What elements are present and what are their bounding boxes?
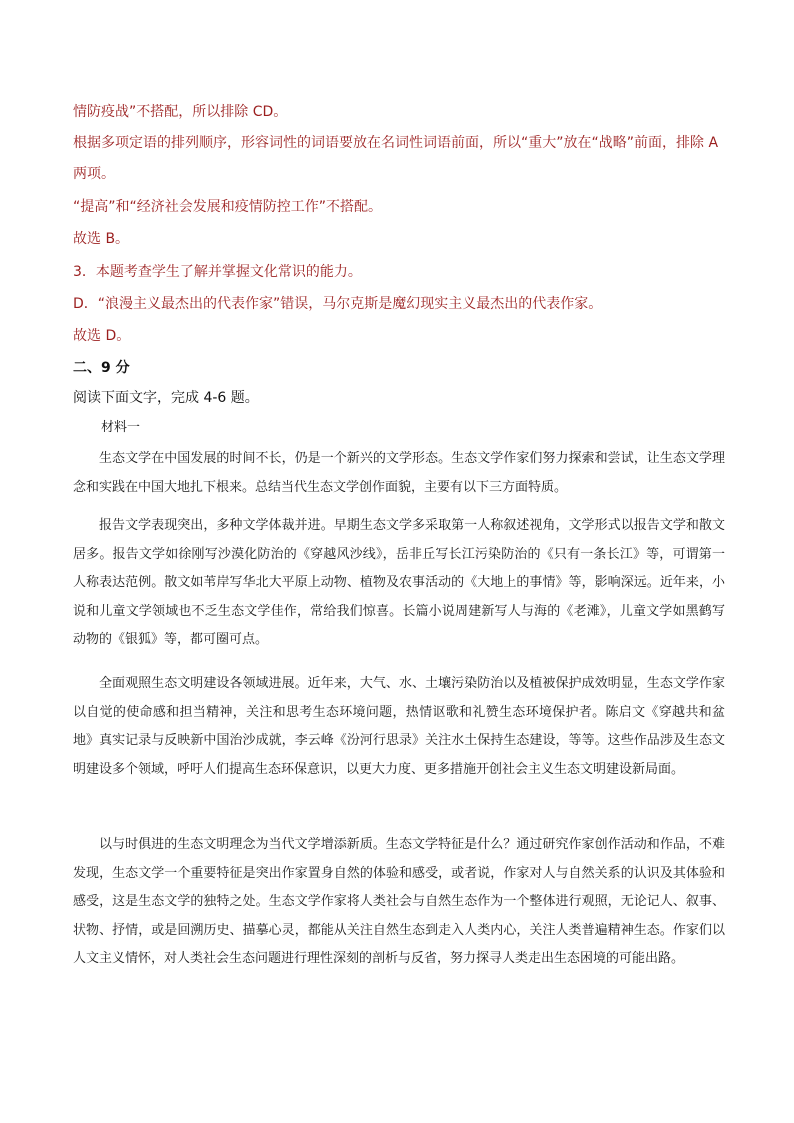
paragraph-4: 以与时俱进的生态文明理念为当代文学增添新质。生态文学特征是什么？通过研究作家创作活动和作品，不难发现，生态文学一个重要特征是突出作家置身自然的体验和感受，或者说，作家对人与自然关系的认识及其体验和感受，这是生态文学的独特之处。生态文学作家将人类社会与自然生态作为一个整体进行观照，无论记人、叙事、状物、抒情，或是回溯历史、描摹心灵，都能从关注自然生态到走入人类内心，关注人类普遍精神生态。作家们以人文主义情怀，对人类社会生态问题进行理性深刻的剖析与反省，努力探寻人类走出生态困境的可能出路。 — [73, 837, 725, 966]
reading-instruction: 阅读下面文字，完成 4-6 题。 — [73, 390, 259, 406]
material-title: 材料一 — [101, 420, 141, 435]
paragraph-3: 全面观照生态文明建设各领域进展。近年来，大气、水、土壤污染防治以及植被保护成效明显，生态文学作家以自觉的使命感和担当精神，关注和思考生态环境问题，热情讴歌和礼赞生态环境保护者。陈启文《穿越共和盆地》真实记录与反映新中国治沙成就，李云峰《汾河行思录》关注水土保持生态建设，等等。这些作品涉及生态文明建设多个领域，呼吁人们提高生态环保意识，以更大力度、更多措施开创社会主义生态文明建设新局面。 — [73, 676, 725, 777]
answer-line-5: 故选 B。 — [73, 231, 130, 247]
answer-line-1: 情防疫战”不搭配，所以排除 CD。 — [73, 104, 288, 120]
answer-line-7: D．“浪漫主义最杰出的代表作家”错误，马尔克斯是魔幻现实主义最杰出的代表作家。 — [73, 296, 603, 312]
answer-line-8: 故选 D。 — [73, 328, 131, 344]
answer-line-6: 3．本题考查学生了解并掌握文化常识的能力。 — [73, 264, 362, 280]
answer-line-2: 根据多项定语的排列顺序，形容词性的词语要放在名词性词语前面，所以“重大”放在“战略”前面，排除 A — [73, 135, 719, 151]
answer-line-4: “提高”和“经济社会发展和疫情防控工作”不搭配。 — [73, 199, 383, 215]
paragraph-1: 生态文学在中国发展的时间不长，仍是一个新兴的文学形态。生态文学作家们努力探索和尝试，让生态文学理念和实践在中国大地扎下根来。总结当代生态文学创作面貌，主要有以下三方面特质。 — [73, 451, 725, 495]
section-heading: 二、9 分 — [73, 360, 130, 376]
answer-line-3: 两项。 — [73, 166, 115, 182]
paragraph-2: 报告文学表现突出，多种文学体裁并进。早期生态文学多采取第一人称叙述视角，文学形式以报告文学和散文居多。报告文学如徐刚写沙漠化防治的《穿越风沙线》，岳非丘写长江污染防治的《只有一条长江》等，可谓第一人称表达范例。散文如苇岸写华北大平原上动物、植物及农事活动的《大地上的事情》等，影响深远。近年来，小说和儿童文学领域也不乏生态文学佳作，常给我们惊喜。长篇小说周建新写人与海的《老滩》，儿童文学如黑鹤写动物的《银狐》等，都可圈可点。 — [73, 518, 725, 647]
